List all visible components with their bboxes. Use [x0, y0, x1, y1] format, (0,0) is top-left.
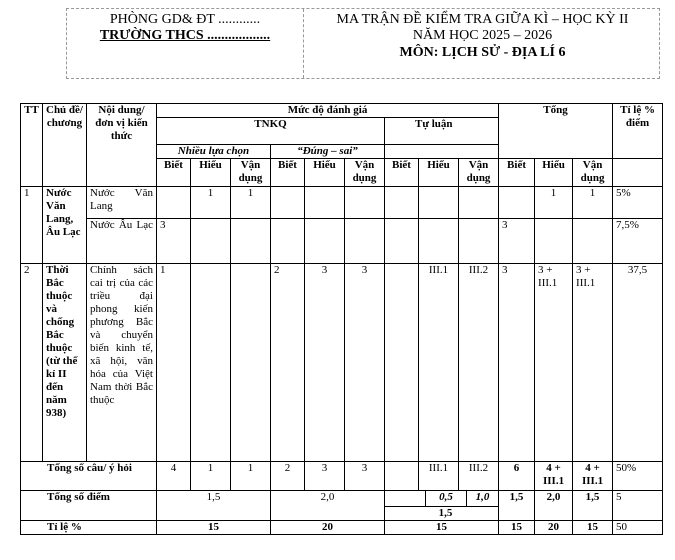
- header-tu-luan: Tự luận: [385, 118, 499, 145]
- cell: 1,5: [157, 491, 271, 521]
- level-van-dung: Vận dụng: [231, 159, 271, 187]
- cell: 6: [499, 462, 535, 491]
- level-hieu: Hiểu: [535, 159, 573, 187]
- cell: III.1: [419, 264, 459, 462]
- header-tong: Tổng: [499, 104, 613, 159]
- header-dung-sai: “Đúng – sai”: [271, 145, 385, 159]
- cell: 7,5%: [613, 219, 663, 264]
- cell: 4: [157, 462, 191, 491]
- level-van-dung: Vận dụng: [573, 159, 613, 187]
- total-points-row: [21, 491, 663, 521]
- cell: [573, 219, 613, 264]
- cell: 1: [535, 187, 573, 219]
- level-biet: Biết: [499, 159, 535, 187]
- header-row-1: [21, 104, 663, 118]
- header-tu-luan-blank: [385, 145, 499, 159]
- cell: [345, 219, 385, 264]
- cell: [385, 264, 419, 462]
- header-left: [67, 9, 303, 44]
- cell: 1: [191, 462, 231, 491]
- cell: 1: [231, 462, 271, 491]
- cell: 1: [157, 264, 191, 462]
- cell: 3: [499, 219, 535, 264]
- level-van-dung: Vận dụng: [345, 159, 385, 187]
- ti-le-blank: [613, 159, 663, 187]
- cell: 5: [613, 491, 663, 521]
- cell: 2: [271, 462, 305, 491]
- topic-number: 1: [21, 187, 43, 264]
- content-unit: Nước Văn Lang: [87, 187, 157, 219]
- header-muc-do: Mức độ đánh giá: [157, 104, 499, 118]
- table-row: [21, 187, 663, 219]
- cell: [271, 219, 305, 264]
- header-nhieu-lua-chon: Nhiều lựa chọn: [157, 145, 271, 159]
- cell: 0,5: [426, 491, 467, 506]
- cell: 1,0: [475, 491, 490, 503]
- cell: [459, 219, 499, 264]
- cell: 4 + III.1: [535, 462, 573, 491]
- table-row: [21, 264, 663, 462]
- topic-number: 2: [21, 264, 43, 462]
- cell: [419, 187, 459, 219]
- cell: 15: [499, 521, 535, 535]
- cell: 3: [305, 462, 345, 491]
- cell: 1: [191, 187, 231, 219]
- cell: 1: [573, 187, 613, 219]
- cell: 20: [535, 521, 573, 535]
- level-hieu: Hiểu: [191, 159, 231, 187]
- cell: 15: [385, 521, 499, 535]
- cell: 50%: [613, 462, 663, 491]
- school-name: TRƯỜNG THCS ..................: [99, 28, 271, 43]
- school-year: NĂM HỌC 2025 – 2026: [412, 28, 553, 43]
- header-tnkq: TNKQ: [157, 118, 385, 145]
- document-title: MA TRẬN ĐỀ KIỂM TRA GIỮA KÌ – HỌC KỲ II: [336, 12, 629, 27]
- percentage-label: Tỉ lệ %: [21, 521, 157, 535]
- cell: [305, 187, 345, 219]
- cell: [191, 264, 231, 462]
- cell: 1,5: [438, 507, 453, 519]
- cell: 3 + III.1: [573, 264, 613, 462]
- cell: 2: [271, 264, 305, 462]
- cell: [385, 219, 419, 264]
- cell: III.2: [459, 462, 499, 491]
- cell: 15: [573, 521, 613, 535]
- department-name: PHÒNG GD& ĐT ............: [109, 12, 261, 27]
- level-van-dung: Vận dụng: [459, 159, 499, 187]
- cell: [345, 187, 385, 219]
- content-unit: Chính sách cai trị của các triều đại phong kiến phương Bắc và chuyển biến kinh tế, xã hội, văn hóa của Việt Nam thời Bắc thuộc: [87, 264, 157, 462]
- cell: 3: [305, 264, 345, 462]
- total-questions-label: Tổng số câu/ ý hỏi: [21, 462, 157, 491]
- cell: 2,0: [535, 491, 573, 521]
- subject-title: MÔN: LỊCH SỬ - ĐỊA LÍ 6: [399, 45, 566, 60]
- cell: 3: [499, 264, 535, 462]
- cell: [157, 187, 191, 219]
- cell: [459, 187, 499, 219]
- tu-luan-points-top: [385, 491, 498, 507]
- content-unit: Nước Âu Lạc: [87, 219, 157, 264]
- cell: 1: [231, 187, 271, 219]
- cell: [305, 219, 345, 264]
- cell: 4 + III.1: [573, 462, 613, 491]
- cell: 2,0: [271, 491, 385, 521]
- cell: III.2: [459, 264, 499, 462]
- header-right: [304, 9, 661, 62]
- cell: [191, 219, 231, 264]
- cell: 3: [345, 264, 385, 462]
- header-ti-le: Tỉ lệ % điểm: [613, 104, 663, 159]
- percentage-row: [21, 521, 663, 535]
- cell: [385, 187, 419, 219]
- cell: [535, 219, 573, 264]
- table-row: [21, 219, 663, 264]
- cell: [271, 187, 305, 219]
- total-points-label: Tổng số điểm: [21, 491, 157, 521]
- cell: 3: [345, 462, 385, 491]
- cell: III.1: [419, 462, 459, 491]
- cell: 20: [271, 521, 385, 535]
- cell: 1,5: [573, 491, 613, 521]
- topic-name: Thời Bắc thuộc và chống Bắc thuộc (từ thế kỉ II đến năm 938): [43, 264, 87, 462]
- level-hieu: Hiểu: [419, 159, 459, 187]
- total-questions-row: [21, 462, 663, 491]
- cell: [499, 187, 535, 219]
- cell: 3 + III.1: [535, 264, 573, 462]
- header-noi-dung: Nội dung/ đơn vị kiến thức: [87, 104, 157, 187]
- level-biet: Biết: [271, 159, 305, 187]
- level-biet: Biết: [385, 159, 419, 187]
- cell: 15: [157, 521, 271, 535]
- cell: [419, 219, 459, 264]
- assessment-matrix-table: [20, 103, 663, 535]
- header-chu-de: Chủ đề/ chương: [43, 104, 87, 187]
- cell: 3: [157, 219, 191, 264]
- cell: [385, 491, 426, 506]
- cell: 1,5: [499, 491, 535, 521]
- topic-name: Nước Văn Lang, Âu Lạc: [43, 187, 87, 264]
- cell: [231, 219, 271, 264]
- cell: 50: [613, 521, 663, 535]
- cell: [231, 264, 271, 462]
- level-hieu: Hiểu: [305, 159, 345, 187]
- tu-luan-points-cell: [385, 491, 499, 521]
- document-header: [66, 8, 660, 79]
- header-tt: TT: [21, 104, 43, 187]
- cell: 5%: [613, 187, 663, 219]
- cell: [385, 462, 419, 491]
- cell: 37,5: [613, 264, 663, 462]
- level-biet: Biết: [157, 159, 191, 187]
